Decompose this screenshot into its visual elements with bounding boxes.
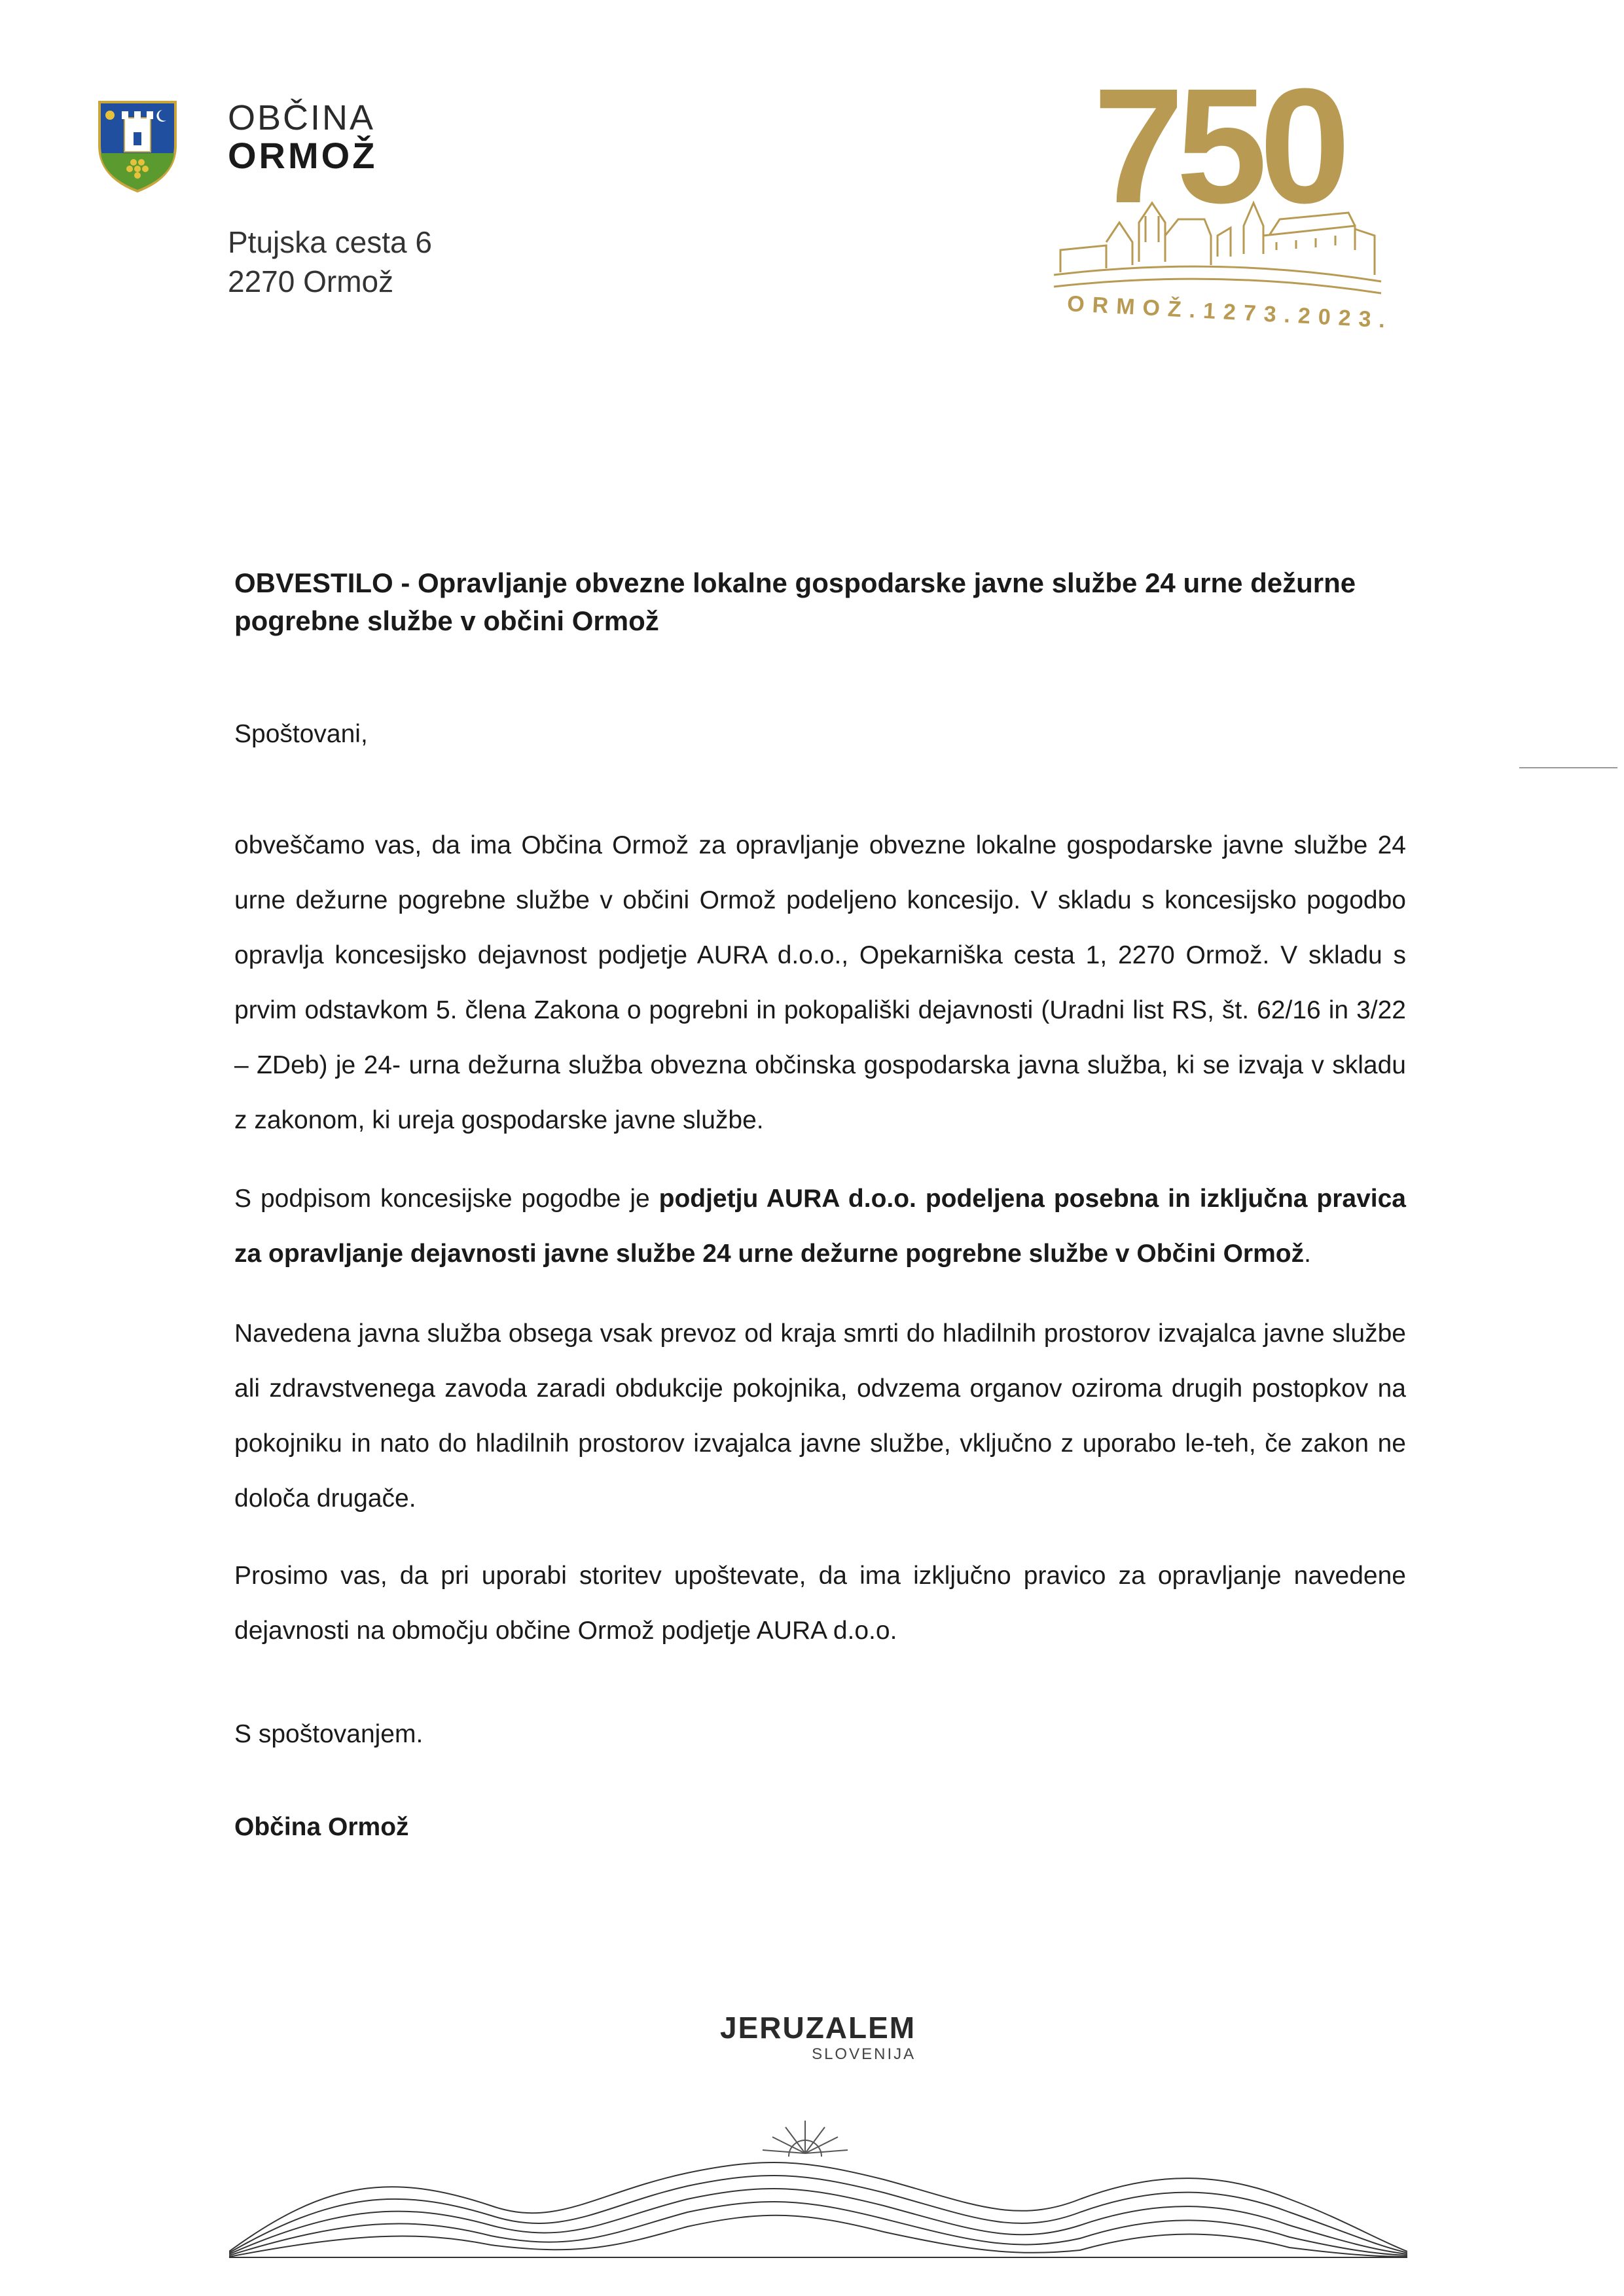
paragraph-2 (234, 1172, 1406, 1282)
address-city: 2270 Ormož (228, 264, 394, 298)
address-street: Ptujska cesta 6 (228, 225, 432, 259)
municipality-line2: ORMOŽ (228, 134, 378, 176)
jubilee-caption: ORMOŽ.1273.2023. (1066, 291, 1394, 334)
signature: Občina Ormož (234, 1813, 409, 1841)
brand-sub: SLOVENIJA (812, 2045, 916, 2063)
letter-title: OBVESTILO - Opravljanje obvezne lokalne gospodarske javne službe 24 urne dežurne pogrebne službe v občini Ormož (234, 567, 1356, 636)
paragraph-2-bold: podjetju AURA d.o.o. podeljena posebna in izključna pravica za opravljanje dejavnosti javne službe 24 urne dežurne pogrebne službe v Občini Ormož (234, 1185, 1406, 1268)
paragraph-3-text: Navedena javna služba obsega vsak prevoz od kraja smrti do hladilnih prostorov izvajalca javne službe ali zdravstvenega zavoda zaradi obdukcije pokojnika, odvzema organov oziroma drugih postopkov na pokojniku in nato do hladilnih prostorov izvajalca javne službe, vključno z uporabo le-teh, če zakon ne določa drugače. (234, 1319, 1406, 1513)
paragraph-2-lead: S podpisom koncesijske pogodbe je (234, 1185, 659, 1213)
paragraph-2-tail: . (1304, 1240, 1311, 1268)
paragraph-2-text (234, 1172, 1406, 1282)
jubilee-number: 750 (1093, 54, 1343, 237)
paragraph-4 (234, 1549, 1406, 1659)
address (228, 223, 432, 301)
paragraph-1-text: obveščamo vas, da ima Občina Ormož za opravljanje obvezne lokalne gospodarske javne službe 24 urne dežurne pogrebne službe v občini Ormož podeljeno koncesijo. V skladu s koncesijsko pogodbo opravlja koncesijsko dejavnost podjetje AURA d.o.o., Opekarniška cesta 1, 2270 Ormož. V skladu s prvim odstavkom 5. člena Zakona o pogrebni in pokopališki dejavnosti (Uradni list RS, št. 62/16 in 3/22 – ZDeb) je 24- urna dežurna služba obvezna občinska gospodarska javna služba, ki se izvaja v skladu z zakonom, ki ureja gospodarske javne službe. (234, 831, 1406, 1134)
closing: S spoštovanjem. (234, 1720, 424, 1748)
paragraph-4-text: Prosimo vas, da pri uporabi storitev upoštevate, da ima izključno pravico za opravljanje navedene dejavnosti na območju občine Ormož podjetje AURA d.o.o. (234, 1562, 1406, 1645)
town-skyline-icon (1047, 79, 1388, 301)
salutation: Spoštovani, (234, 720, 368, 748)
coat-of-arms-icon (97, 99, 178, 194)
jubilee-logo (1047, 54, 1394, 346)
municipality-name (228, 99, 377, 175)
fold-mark (1519, 767, 1617, 768)
jeruzalem-logo (720, 2013, 916, 2064)
brand-name: JERUZALEM (720, 2011, 916, 2045)
vineyard-hills-icon (229, 2081, 1407, 2258)
municipality-line1: OBČINA (228, 98, 376, 137)
paragraph-3 (234, 1306, 1406, 1526)
paragraph-1 (234, 818, 1406, 1148)
